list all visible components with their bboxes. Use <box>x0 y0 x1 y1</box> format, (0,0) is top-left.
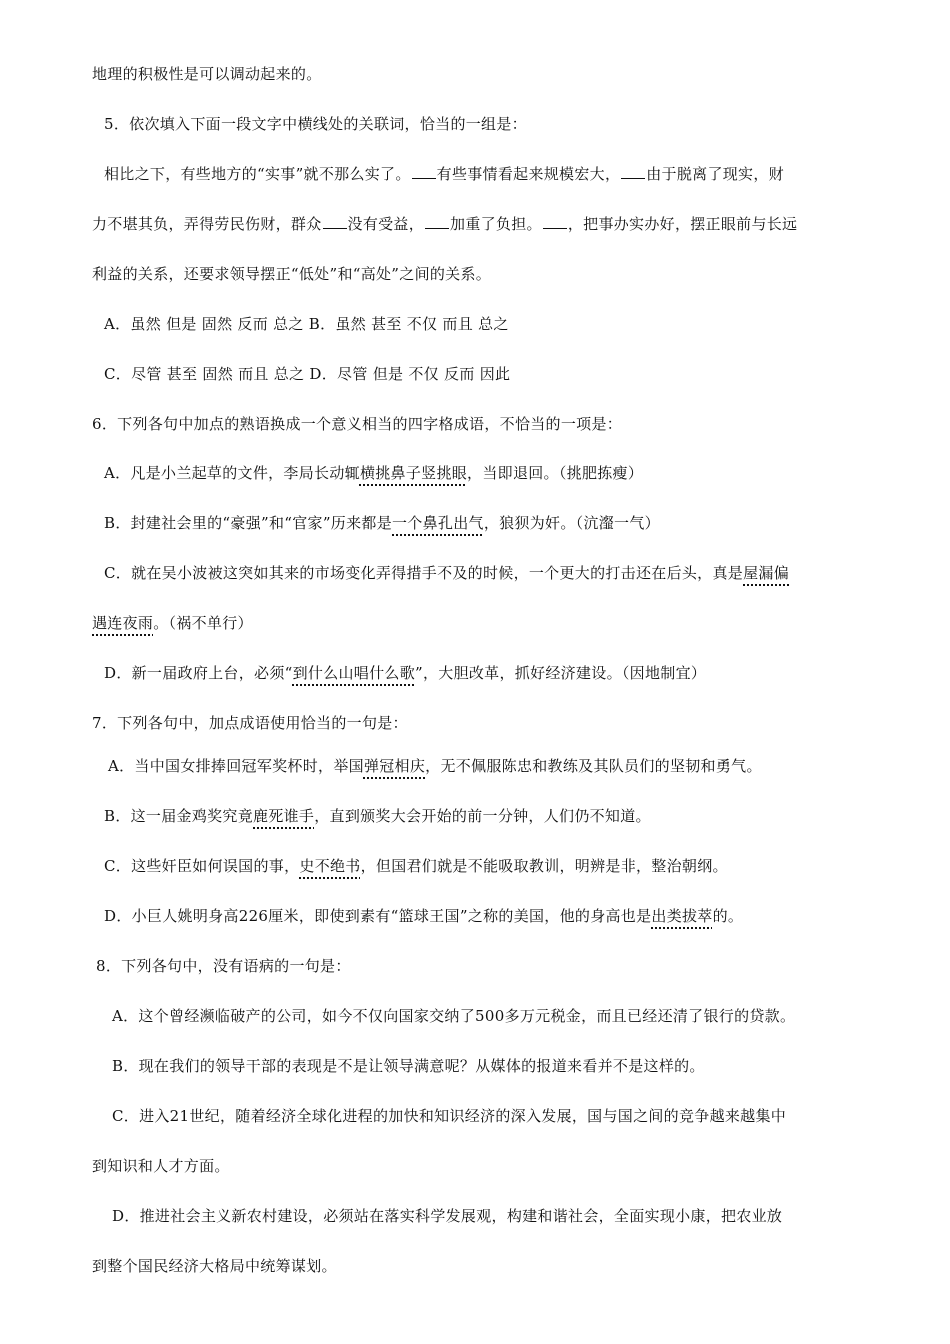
text-segment: 。（祸不单行） <box>153 614 253 632</box>
text-segment: 由于脱离了现实，财 <box>646 165 784 183</box>
text-segment: A．当中国女排捧回冠军奖杯时，举国 <box>108 757 364 775</box>
emphasized-idiom: 屋漏偏 <box>743 564 789 582</box>
fill-blank <box>425 214 449 229</box>
emphasized-idiom: 到什么山唱什么歌 <box>292 664 416 682</box>
text-segment: D．小巨人姚明身高226厘米，即使到素有“篮球王国”之称的美国，他的身高也是 <box>104 907 652 925</box>
question-8-option-c-cont: 到知识和人才方面。 <box>92 1157 230 1175</box>
text-segment: C．这些奸臣如何误国的事， <box>104 857 300 875</box>
question-7-option-d <box>104 905 884 927</box>
question-7-stem: 7．下列各句中，加点成语使用恰当的一句是： <box>92 714 408 732</box>
question-8-option-c: C．进入21世纪，随着经济全球化进程的加快和知识经济的深入发展，国与国之间的竞争越来越集中 <box>112 1107 787 1125</box>
text-segment: ，把事办实办好，摆正眼前与长远 <box>567 215 798 233</box>
question-8-option-a: A．这个曾经濒临破产的公司，如今不仅向国家交纳了500多万元税金，而且已经还清了银行的贷款。 <box>112 1007 796 1025</box>
question-6-option-c <box>104 562 884 584</box>
text-line: 地理的积极性是可以调动起来的。 <box>92 65 322 83</box>
fill-blank <box>621 164 645 179</box>
text-segment: ，直到颁奖大会开始的前一分钟，人们仍不知道。 <box>314 807 651 825</box>
question-7-option-a <box>108 755 888 777</box>
question-5-passage-line-1 <box>104 163 884 185</box>
emphasized-idiom: 弹冠相庆 <box>363 757 426 775</box>
text-segment: 有些事情看起来规模宏大， <box>436 165 621 183</box>
emphasized-idiom: 遇连夜雨 <box>92 614 154 632</box>
question-6-option-c-cont <box>92 612 872 634</box>
emphasized-idiom: 史不绝书 <box>299 857 361 875</box>
text-segment: C．就在吴小波被这突如其来的市场变化弄得措手不及的时候，一个更大的打击还在后头，真是 <box>104 564 744 582</box>
text-segment: ”，大胆改革，抓好经济建设。（因地制宜） <box>415 664 707 682</box>
question-5-passage-line-2 <box>92 213 872 235</box>
question-8-stem: 8．下列各句中，没有语病的一句是： <box>96 957 351 975</box>
text-segment: 相比之下，有些地方的“实事”就不那么实了。 <box>104 165 411 183</box>
emphasized-idiom: 一个鼻孔出气 <box>392 514 484 532</box>
question-6-option-d <box>104 662 884 684</box>
question-8-option-d-cont: 到整个国民经济大格局中统筹谋划。 <box>92 1257 337 1275</box>
text-segment: ，但国君们就是不能吸取教训，明辨是非，整治朝纲。 <box>360 857 728 875</box>
text-segment: B．封建社会里的“豪强”和“官家”历来都是 <box>104 514 392 532</box>
question-6-option-a <box>104 462 884 484</box>
emphasized-idiom: 鹿死谁手 <box>253 807 315 825</box>
question-8-option-b: B．现在我们的领导干部的表现是不是让领导满意呢？从媒体的报道来看并不是这样的。 <box>112 1057 705 1075</box>
text-segment: 力不堪其负，弄得劳民伤财，群众 <box>92 215 322 233</box>
question-6-option-b <box>104 512 884 534</box>
text-segment: ，无不佩服陈忠和教练及其队员们的坚韧和勇气。 <box>425 757 762 775</box>
question-5-stem: 5．依次填入下面一段文字中横线处的关联词，恰当的一组是： <box>104 115 527 133</box>
question-6-stem: 6．下列各句中加点的熟语换成一个意义相当的四字格成语，不恰当的一项是： <box>92 415 623 433</box>
emphasized-idiom: 出类拔萃 <box>651 907 713 925</box>
text-segment: D．新一届政府上台，必须“ <box>104 664 293 682</box>
emphasized-idiom: 横挑鼻子竖挑眼 <box>359 464 468 482</box>
text-segment: ，当即退回。（挑肥拣瘦） <box>467 464 644 482</box>
fill-blank <box>323 214 347 229</box>
question-8-option-d: D．推进社会主义新农村建设，必须站在落实科学发展观，构建和谐社会，全面实现小康，把农业放 <box>112 1207 783 1225</box>
text-segment: 的。 <box>712 907 744 925</box>
text-segment: A．凡是小兰起草的文件，李局长动辄 <box>104 464 360 482</box>
question-5-options-cd: C．尽管 甚至 固然 而且 总之 D．尽管 但是 不仅 反而 因此 <box>104 365 511 383</box>
fill-blank <box>543 214 567 229</box>
question-5-passage-line-3: 利益的关系，还要求领导摆正“低处”和“高处”之间的关系。 <box>92 265 492 283</box>
question-7-option-b <box>104 805 884 827</box>
fill-blank <box>412 164 436 179</box>
text-segment: 没有受益， <box>347 215 425 233</box>
question-5-options-ab: A．虽然 但是 固然 反而 总之 B．虽然 甚至 不仅 而且 总之 <box>104 315 509 333</box>
question-7-option-c <box>104 855 884 877</box>
text-segment: 加重了负担。 <box>450 215 542 233</box>
text-segment: B．这一届金鸡奖究竟 <box>104 807 254 825</box>
text-segment: ，狼狈为奸。（沆瀣一气） <box>483 514 660 532</box>
